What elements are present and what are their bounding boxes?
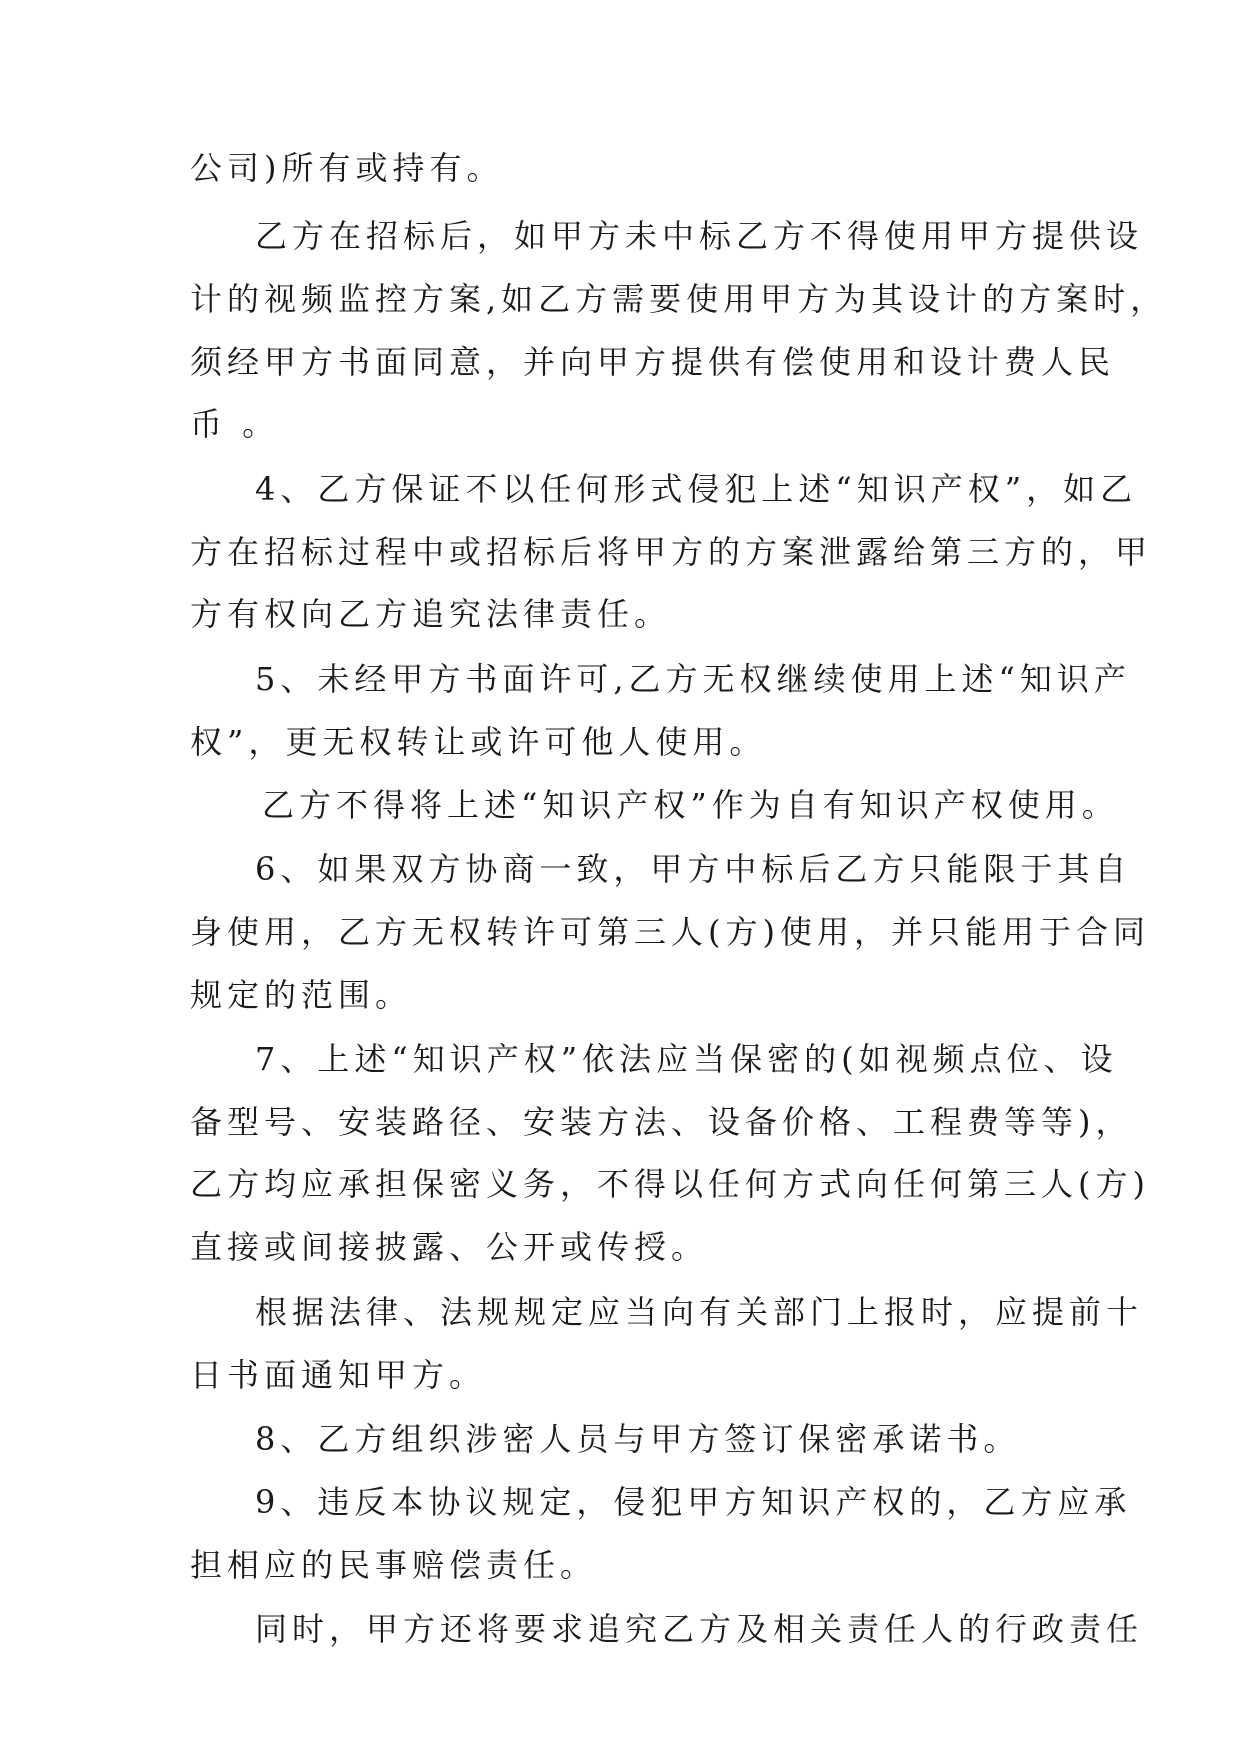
- text-line: 权”，更无权转让或许可他人使用。: [190, 723, 767, 761]
- text-line: 乙方均应承担保密义务，不得以任何方式向任何第三人(方): [190, 1165, 1150, 1203]
- text-line: 6、如果双方协商一致，甲方中标后乙方只能限于其自: [255, 850, 1132, 888]
- text-line: 须经甲方书面同意，并向甲方提供有偿使用和设计费人民: [190, 343, 1116, 381]
- text-line: 同时，甲方还将要求追究乙方及相关责任人的行政责任: [255, 1610, 1144, 1648]
- text-line: 备型号、安装路径、安装方法、设备价格、工程费等等)，: [190, 1103, 1133, 1141]
- text-line: 4、乙方保证不以任何形式侵犯上述“知识产权”，如乙: [255, 470, 1138, 508]
- text-line: 规定的范围。: [190, 976, 413, 1014]
- text-line: 方在招标过程中或招标后将甲方的方案泄露给第三方的，甲: [190, 533, 1153, 571]
- text-line: 5、未经甲方书面许可,乙方无权继续使用上述“知识产: [255, 660, 1131, 698]
- text-line: 公司)所有或持有。: [190, 149, 504, 187]
- text-line: 担相应的民事赔偿责任。: [190, 1546, 598, 1584]
- text-line: 直接或间接披露、公开或传授。: [190, 1228, 709, 1266]
- text-line: 7、上述“知识产权”依法应当保密的(如视频点位、设: [255, 1040, 1118, 1078]
- text-line: 币 。: [190, 405, 280, 443]
- text-line: 日书面通知甲方。: [190, 1356, 487, 1394]
- text-line: 乙方在招标后，如甲方未中标乙方不得使用甲方提供设: [255, 217, 1144, 255]
- text-line: 根据法律、法规规定应当向有关部门上报时，应提前十: [255, 1293, 1144, 1331]
- text-line: 计的视频监控方案,如乙方需要使用甲方为其设计的方案时，: [190, 280, 1168, 318]
- text-line: 8、乙方组织涉密人员与甲方签订保密承诺书。: [255, 1420, 1021, 1458]
- text-line: 身使用，乙方无权转许可第三人(方)使用，并只能用于合同: [190, 913, 1150, 951]
- text-line: 乙方不得将上述“知识产权”作为自有知识产权使用。: [262, 786, 1119, 824]
- text-line: 9、违反本协议规定，侵犯甲方知识产权的，乙方应承: [255, 1483, 1132, 1521]
- text-line: 方有权向乙方追究法律责任。: [190, 595, 672, 633]
